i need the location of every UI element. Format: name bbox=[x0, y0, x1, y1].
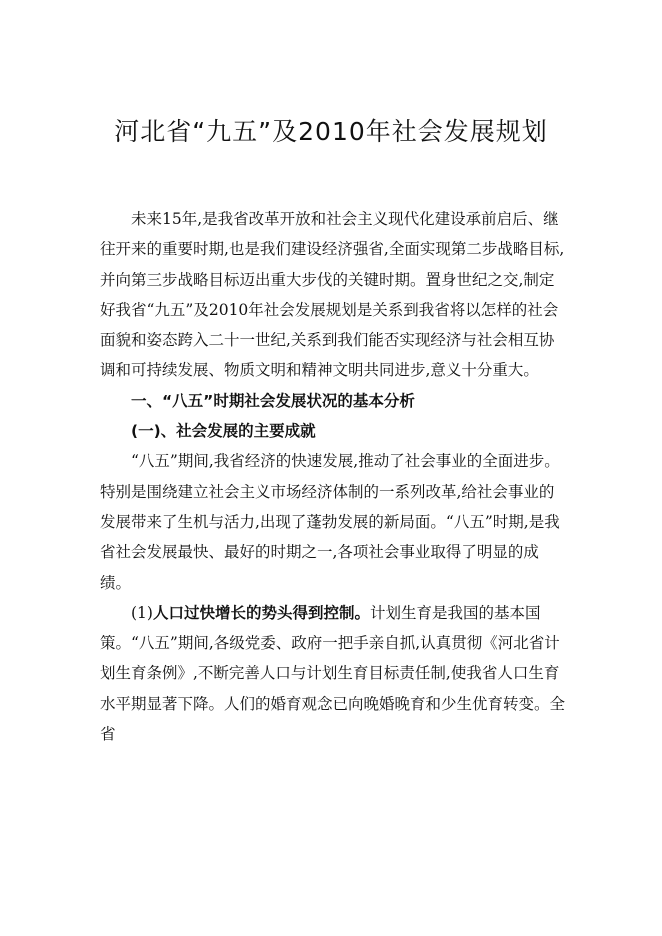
achievements-paragraph: “八五”期间,我省经济的快速发展,推动了社会事业的全面进步。特别是围绕建立社会主义市场经济体制的一系列改革,给社会事业的发展带来了生机与活力,出现了蓬勃发展的新局面。“八五”时期,是我省社会发展最快、最好的时期之一,各项社会事业取得了明显的成绩。 bbox=[100, 452, 560, 592]
section-heading: 一、“八五”时期社会发展状况的基本分析 bbox=[131, 391, 415, 410]
document-body bbox=[100, 204, 566, 749]
item-bold-lead: 人口过快增长的势头得到控制。 bbox=[152, 603, 370, 622]
intro-paragraph: 未来15年,是我省改革开放和社会主义现代化建设承前启后、继往开来的重要时期,也是我们建设经济强省,全面实现第二步战略目标,并向第三步战略目标迈出重大步伐的关键时期。置身世纪之交,制定好我省“九五”及2010年社会发展规划是关系到我省将以怎样的社会面貌和姿态跨入二十一世纪,关系到我们能否实现经济与社会相互协调和可持续发展、物质文明和精神文明共同进步,意义十分重大。 bbox=[100, 210, 565, 380]
document-title: 河北省“九五”及2010年社会发展规划 bbox=[114, 117, 548, 146]
item-number: (1) bbox=[131, 603, 153, 622]
subsection-heading: (一)、社会发展的主要成就 bbox=[131, 422, 316, 441]
item-body-text: 计划生育是我国的基本国策。“八五”期间,各级党委、政府一把手亲自抓,认真贯彻《河北省计划生育条例》,不断完善人口与计划生育目标责任制,使我省人口生育水平期显著下降。人们的婚育观念已向晚婚晚育和少生优育转变。全省 bbox=[100, 603, 566, 744]
item-paragraph bbox=[100, 598, 566, 749]
